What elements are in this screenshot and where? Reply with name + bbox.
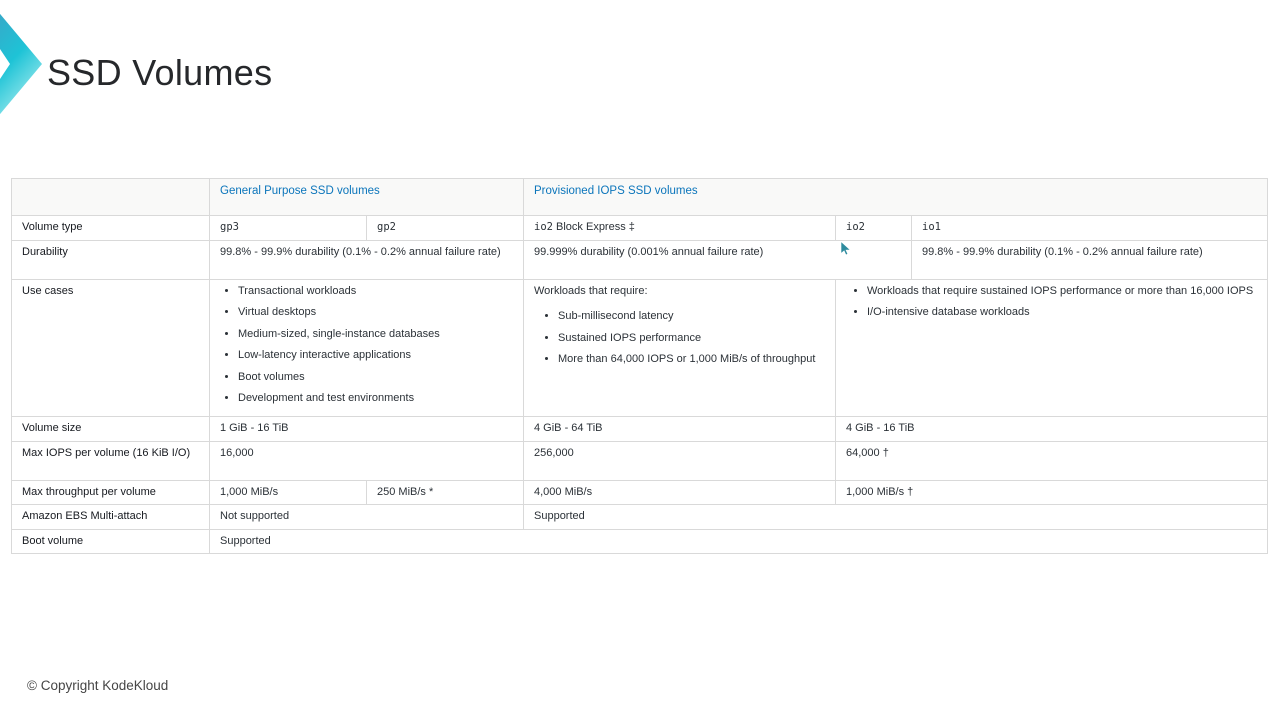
multi-attach-label: Amazon EBS Multi-attach xyxy=(12,505,210,529)
io2be-use-case-intro: Workloads that require: xyxy=(534,285,648,297)
durability-io2-cell: 99.999% durability (0.001% annual failure rate) xyxy=(524,241,912,280)
max-iops-gp-cell: 16,000 xyxy=(210,441,524,480)
io2-code: io2 xyxy=(534,221,553,233)
group-header-general-purpose: General Purpose SSD volumes xyxy=(210,179,524,216)
max-iops-row xyxy=(12,441,1268,480)
durability-gp-cell: 99.8% - 99.9% durability (0.1% - 0.2% annual failure rate) xyxy=(210,241,524,280)
group-header-row xyxy=(12,179,1268,216)
page-title: SSD Volumes xyxy=(47,52,273,93)
list-item: • Sub-millisecond latency xyxy=(558,309,825,324)
volume-type-row xyxy=(12,216,1268,241)
multi-attach-row xyxy=(12,505,1268,529)
boot-volume-label: Boot volume xyxy=(12,529,210,553)
volume-size-gp-cell: 1 GiB - 16 TiB xyxy=(210,417,524,441)
list-item: • Virtual desktops xyxy=(238,305,513,320)
boot-volume-all-cell: Supported xyxy=(210,529,1268,553)
io2be-use-case-list xyxy=(534,309,825,367)
use-cases-label: Use cases xyxy=(12,280,210,417)
volume-size-io2be-cell: 4 GiB - 64 TiB xyxy=(524,417,836,441)
list-item: • Low-latency interactive applications xyxy=(238,348,513,363)
max-throughput-label: Max throughput per volume xyxy=(12,480,210,504)
max-iops-label-bold: Max IOPS per volume xyxy=(22,446,133,459)
volume-type-label: Volume type xyxy=(12,216,210,241)
list-item: • More than 64,000 IOPS or 1,000 MiB/s of throughput xyxy=(558,352,825,367)
gp-use-case-list xyxy=(220,284,513,406)
volume-size-io-cell: 4 GiB - 16 TiB xyxy=(836,417,1268,441)
copyright-text: © Copyright KodeKloud xyxy=(27,678,169,693)
max-throughput-gp3-cell: 1,000 MiB/s xyxy=(210,480,367,504)
group-header-provisioned-iops: Provisioned IOPS SSD volumes xyxy=(524,179,1268,216)
kodekloud-chevron-icon xyxy=(0,8,46,120)
list-item: • Workloads that require sustained IOPS performance or more than 16,000 IOPS xyxy=(867,284,1257,299)
volume-type-gp2-cell: gp2 xyxy=(367,216,524,241)
list-item: • Sustained IOPS performance xyxy=(558,331,825,346)
use-cases-gp-cell xyxy=(210,280,524,417)
max-throughput-row xyxy=(12,480,1268,504)
durability-label: Durability xyxy=(12,241,210,280)
multi-attach-gp-cell: Not supported xyxy=(210,505,524,529)
max-iops-io-cell: 64,000 † xyxy=(836,441,1268,480)
volume-type-gp3-cell: gp3 xyxy=(210,216,367,241)
volume-size-row xyxy=(12,417,1268,441)
max-iops-io2be-cell: 256,000 xyxy=(524,441,836,480)
list-item: • Transactional workloads xyxy=(238,284,513,299)
list-item: • Medium-sized, single-instance databases xyxy=(238,327,513,342)
durability-row xyxy=(12,241,1268,280)
use-cases-row xyxy=(12,280,1268,417)
ssd-volumes-table xyxy=(11,178,1268,554)
volume-type-io2be-cell xyxy=(524,216,836,241)
max-iops-label-note: (16 KiB I/O) xyxy=(132,446,191,459)
max-iops-label xyxy=(12,441,210,480)
max-throughput-gp2-cell: 250 MiB/s * xyxy=(367,480,524,504)
list-item: • Development and test environments xyxy=(238,391,513,406)
io2be-suffix: Block Express ‡ xyxy=(552,221,635,233)
max-throughput-io2be-cell: 4,000 MiB/s xyxy=(524,480,836,504)
use-cases-io-cell xyxy=(836,280,1268,417)
volume-type-io1-cell: io1 xyxy=(912,216,1268,241)
volume-type-io2-cell: io2 xyxy=(836,216,912,241)
io-use-case-list xyxy=(846,284,1257,321)
boot-volume-row xyxy=(12,529,1268,553)
list-item: • I/O-intensive database workloads xyxy=(867,305,1257,320)
list-item: • Boot volumes xyxy=(238,370,513,385)
durability-io1-cell: 99.8% - 99.9% durability (0.1% - 0.2% annual failure rate) xyxy=(912,241,1268,280)
table-corner-cell xyxy=(12,179,210,216)
use-cases-io2be-cell xyxy=(524,280,836,417)
max-throughput-io-cell: 1,000 MiB/s † xyxy=(836,480,1268,504)
multi-attach-io-cell: Supported xyxy=(524,505,1268,529)
mouse-pointer-icon xyxy=(840,241,852,256)
volume-size-label: Volume size xyxy=(12,417,210,441)
